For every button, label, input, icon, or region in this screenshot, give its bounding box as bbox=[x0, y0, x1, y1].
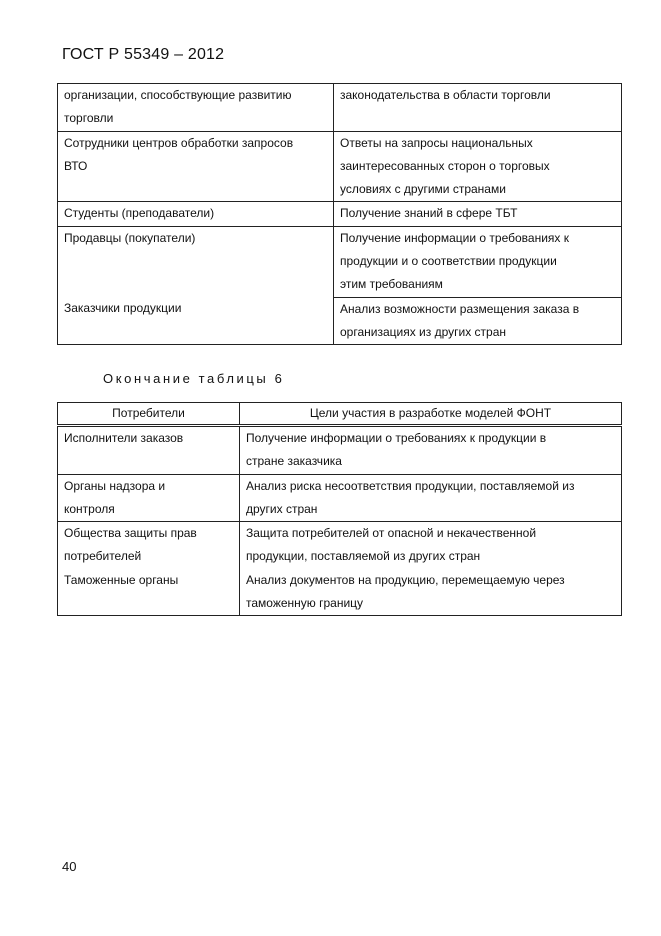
goal-cell: законодательства в области торговли bbox=[340, 88, 551, 102]
table-caption: Окончание таблицы 6 bbox=[103, 371, 285, 386]
goal-cell: Получение информации о требованиях к продукции в стране заказчика bbox=[246, 431, 547, 469]
consumer-cell: Заказчики продукции bbox=[64, 301, 182, 316]
table-row bbox=[58, 297, 622, 345]
table-continuation bbox=[57, 83, 622, 345]
header-goals: Цели участия в разработке моделей ФОНТ bbox=[240, 403, 622, 426]
consumer-cell: Продавцы (покупатели) bbox=[64, 230, 196, 245]
header-consumers: Потребители bbox=[58, 403, 240, 426]
goal-cell: Анализ риска несоответствия продукции, поставляемой из других стран bbox=[246, 478, 575, 516]
table-row bbox=[58, 426, 622, 475]
consumer-cell: Исполнители заказов bbox=[64, 431, 184, 445]
table-row bbox=[58, 131, 622, 202]
table-row bbox=[58, 522, 622, 569]
goal-cell: Защита потребителей от опасной и некачественной продукции, поставляемой из других стран bbox=[246, 526, 537, 564]
goal-cell: Получение знаний в сфере ТБТ bbox=[340, 206, 518, 221]
consumer-cell: Общества защиты прав потребителей bbox=[64, 526, 197, 564]
consumer-cell: организации, способствующие развитию торговли bbox=[64, 88, 292, 126]
consumer-cell: Органы надзора и контроля bbox=[64, 478, 166, 516]
goal-cell: Получение информации о требованиях к продукции и о соответствии продукции этим требованиям bbox=[340, 230, 569, 292]
goal-cell: Анализ документов на продукцию, перемещаемую через таможенную границу bbox=[246, 572, 565, 611]
consumer-cell: Таможенные органы bbox=[64, 572, 179, 587]
goal-cell: Анализ возможности размещения заказа в организациях из других стран bbox=[340, 301, 580, 339]
page-number: 40 bbox=[62, 859, 77, 874]
consumer-cell: Студенты (преподаватели) bbox=[64, 206, 215, 221]
document-header: ГОСТ Р 55349 – 2012 bbox=[62, 46, 225, 63]
table-row bbox=[58, 474, 622, 522]
table-row bbox=[58, 202, 622, 226]
table-row bbox=[58, 226, 622, 297]
table-end bbox=[57, 402, 622, 616]
table-row bbox=[58, 569, 622, 616]
goal-cell: Ответы на запросы национальных заинтересованных сторон о торговых условиях с другими странами bbox=[340, 135, 550, 197]
table-row bbox=[58, 84, 622, 132]
table-header-row bbox=[58, 403, 622, 426]
consumer-cell: Сотрудники центров обработки запросов ВТО bbox=[64, 135, 294, 173]
